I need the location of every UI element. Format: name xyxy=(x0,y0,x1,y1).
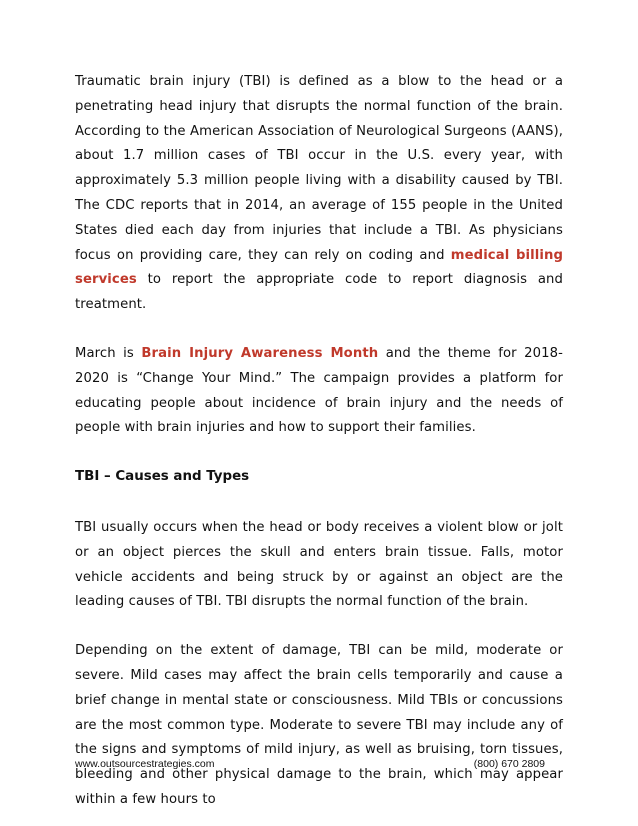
brain-injury-awareness-month-link[interactable]: Brain Injury Awareness Month xyxy=(141,345,379,361)
paragraph-tbi-definition xyxy=(75,70,563,318)
paragraph-severity: Depending on the extent of damage, TBI can be mild, moderate or severe. Mild cases may affect the brain cells temporarily and cause a brief change in mental state or consciousness. Mild TBIs or concussions are the most common type. Moderate to severe TBI may include any of the signs and symptoms of mild injury, as well as bruising, torn tissues, bleeding and other physical damage to the brain, which may appear within a few hours to xyxy=(75,643,563,807)
document-body xyxy=(75,70,563,813)
paragraph-awareness-month xyxy=(75,342,563,441)
paragraph-text: Traumatic brain injury (TBI) is defined as a blow to the head or a penetrating head injury that disrupts the normal function of the brain. According to the American Association of Neurological Surgeons (AANS), about 1.7 million cases of TBI occur in the U.S. every year, with approximately 5.3 million people living with a disability caused by TBI. The CDC reports that in 2014, an average of 155 people in the United States died each day from injuries that include a TBI. As physicians focus on providing care, they can rely on coding and xyxy=(75,74,563,263)
paragraph-text: March is xyxy=(75,345,142,361)
paragraph-text: to report the appropriate code to report diagnosis and treatment. xyxy=(75,272,563,313)
section-heading: TBI – Causes and Types xyxy=(75,469,250,485)
footer-website[interactable]: www.outsourcestrategies.com xyxy=(75,758,215,770)
footer-phone: (800) 670 2809 xyxy=(473,758,545,770)
paragraph-text: and the theme for 2018-2020 is “Change Your Mind.” The campaign provides a platform for educating people about incidence of brain injury and the needs of people with brain injuries and how to support their families. xyxy=(75,345,563,436)
paragraph-causes: TBI usually occurs when the head or body receives a violent blow or jolt or an object pierces the skull and enters brain tissue. Falls, motor vehicle accidents and being struck by or against an object are the leading causes of TBI. TBI disrupts the normal function of the brain. xyxy=(75,519,563,610)
page-footer xyxy=(75,758,545,770)
medical-billing-services-link[interactable]: medical billing services xyxy=(75,247,564,288)
